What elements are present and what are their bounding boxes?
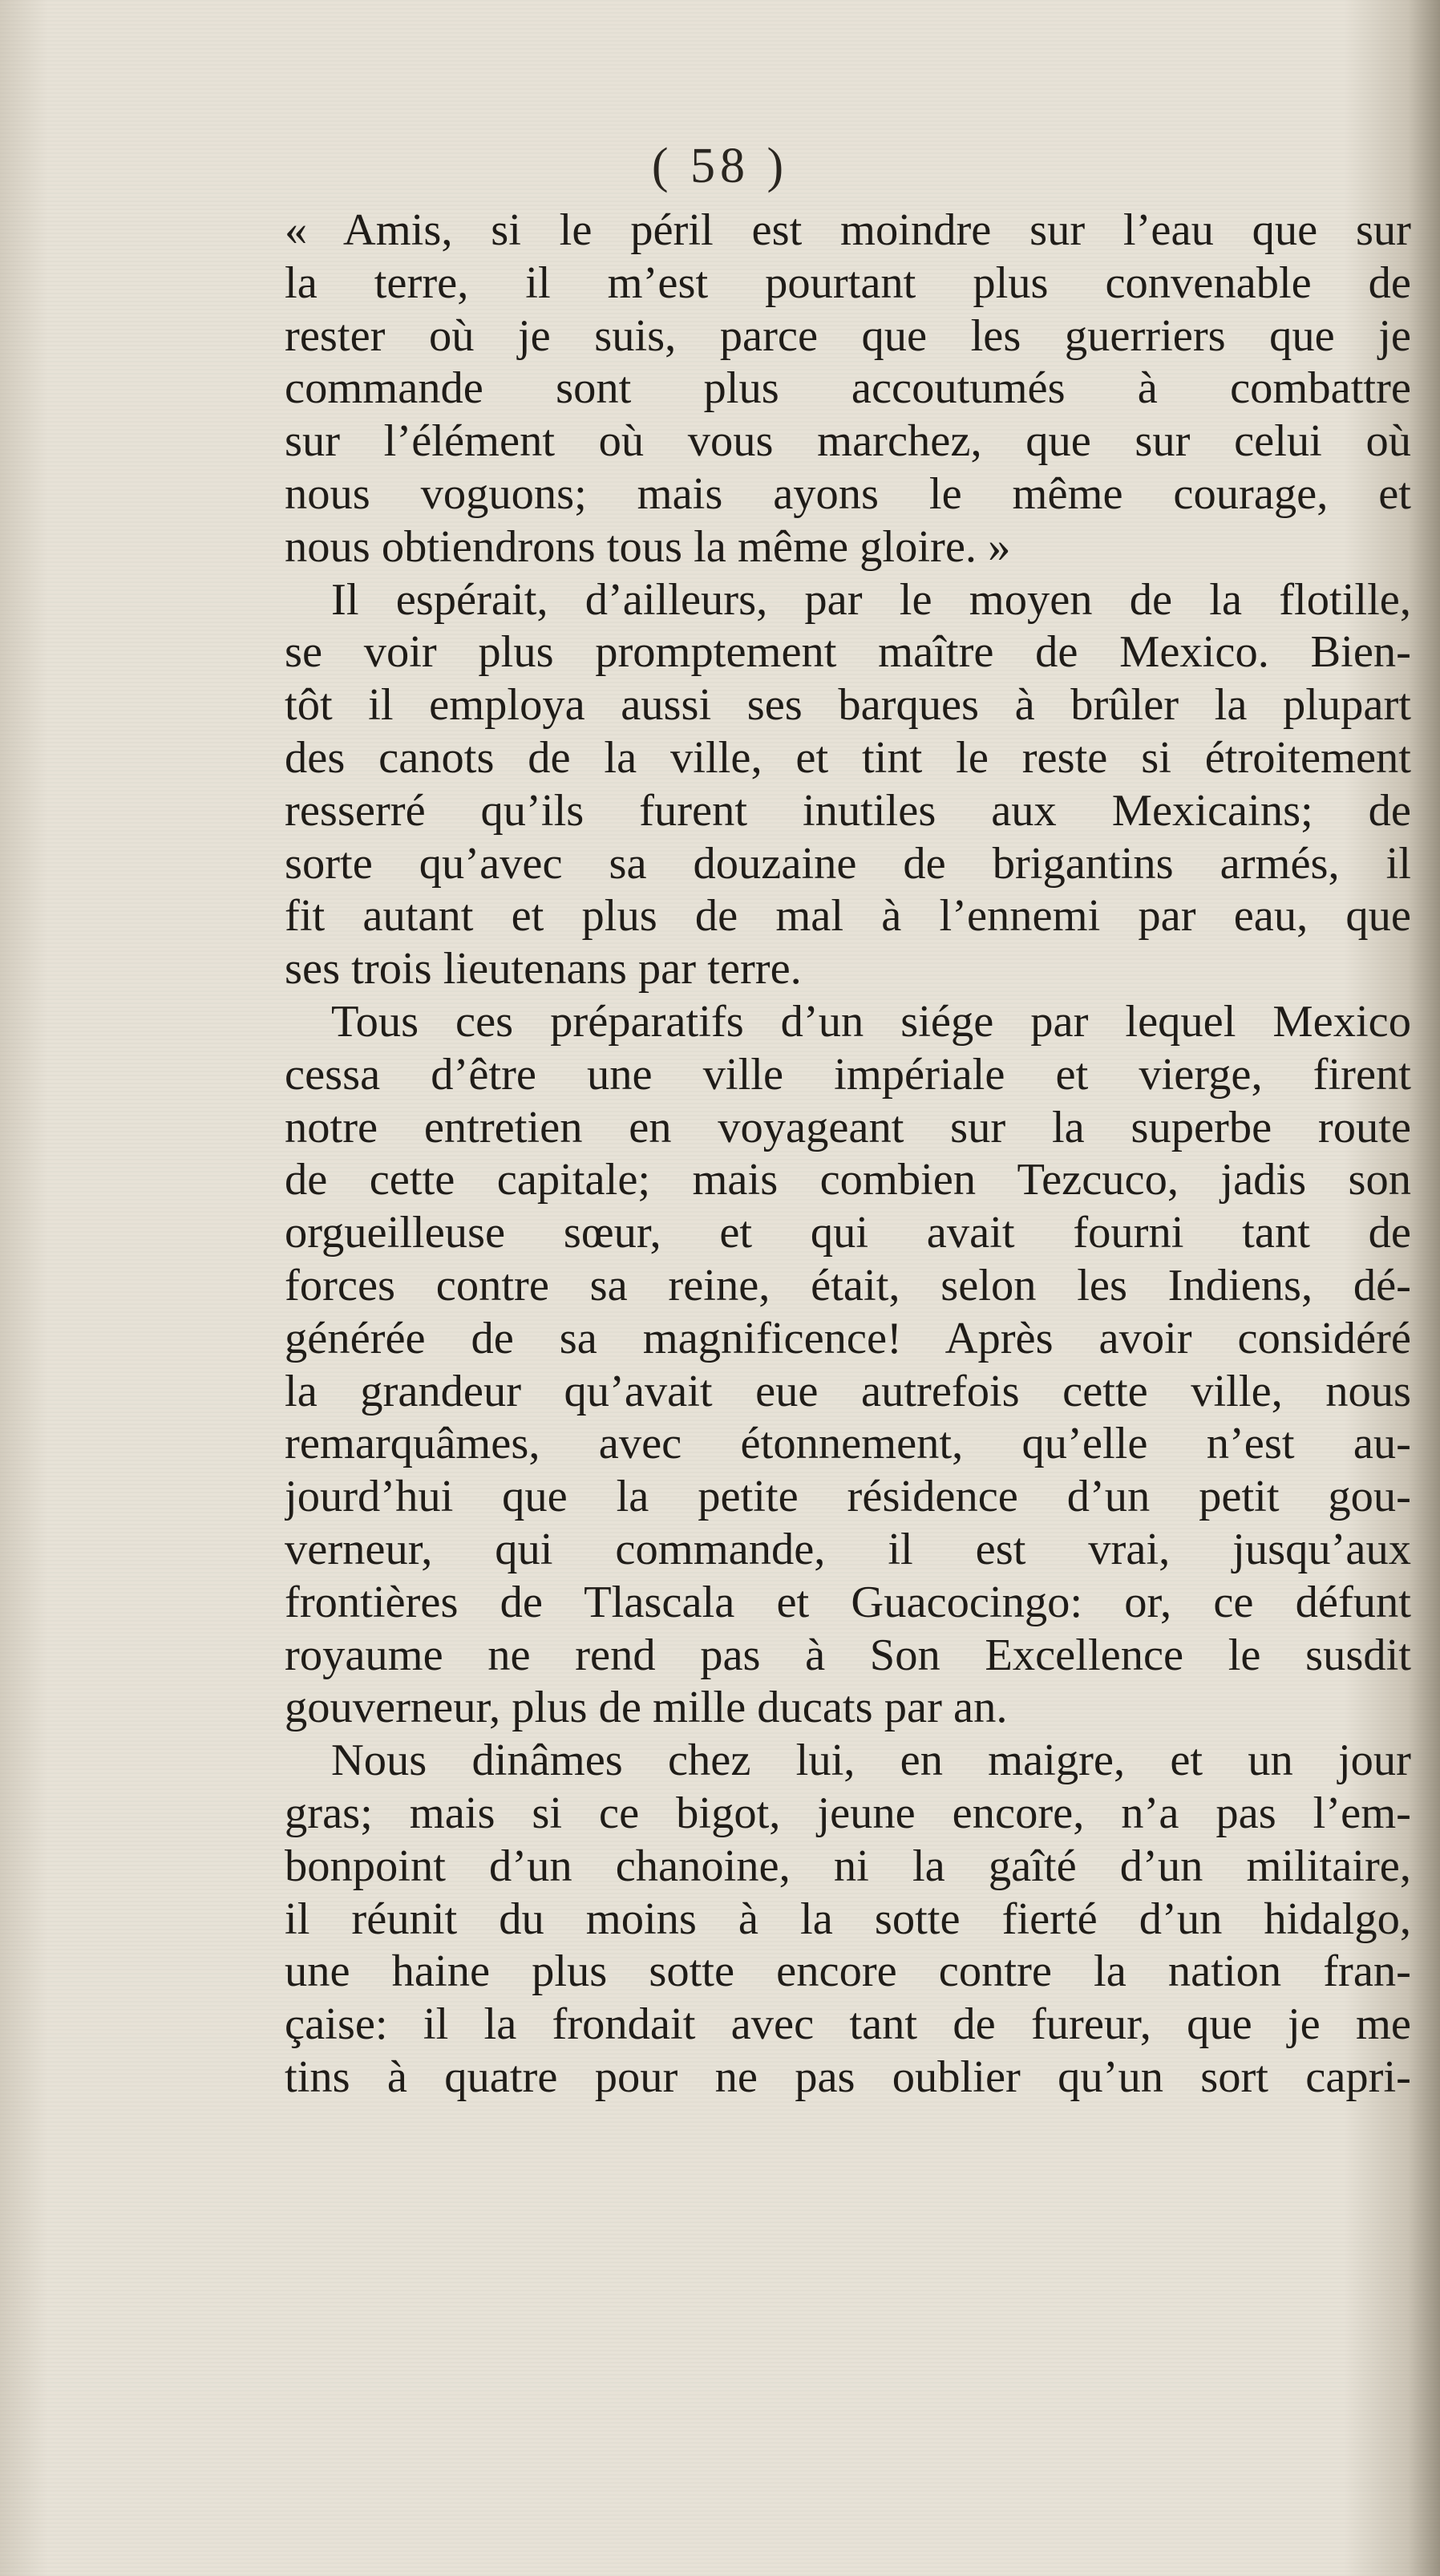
- text-line: royaume ne rend pas à Son Excellence le susdit: [285, 1630, 1411, 1680]
- text-line: rester où je suis, parce que les guerriers que je: [285, 310, 1411, 361]
- text-line: Il espérait, d’ailleurs, par le moyen de la flotille,: [331, 574, 1411, 625]
- text-line: tins à quatre pour ne pas oublier qu’un sort capri-: [285, 2051, 1411, 2102]
- body-text: [285, 205, 1411, 2104]
- text-line: la grandeur qu’avait eue autrefois cette ville, nous: [285, 1366, 1411, 1416]
- text-line: fit autant et plus de mal à l’ennemi par eau, que: [285, 891, 1411, 942]
- text-line: il réunit du moins à la sotte fierté d’un hidalgo,: [285, 1894, 1411, 1944]
- text-line: sorte qu’avec sa douzaine de brigantins armés, il: [285, 838, 1411, 889]
- text-line: orgueilleuse sœur, et qui avait fourni tant de: [285, 1208, 1411, 1258]
- text-line: une haine plus sotte encore contre la nation fran-: [285, 1946, 1411, 1997]
- text-line: cessa d’être une ville impériale et vierge, firent: [285, 1049, 1411, 1100]
- text-line: Nous dinâmes chez lui, en maigre, et un jour: [331, 1736, 1411, 1786]
- text-line: commande sont plus accoutumés à combattre: [285, 363, 1411, 414]
- text-line: notre entretien en voyageant sur la superbe route: [285, 1102, 1411, 1152]
- text-line: gouverneur, plus de mille ducats par an.: [285, 1683, 1008, 1733]
- text-line: sur l’élément où vous marchez, que sur celui où: [285, 416, 1411, 467]
- text-line: tôt il employa aussi ses barques à brûler la plupart: [285, 680, 1411, 731]
- text-line: générée de sa magnificence! Après avoir considéré: [285, 1313, 1411, 1363]
- text-line: jourd’hui que la petite résidence d’un petit gou-: [285, 1472, 1411, 1522]
- text-line: se voir plus promptement maître de Mexico. Bien-: [285, 627, 1411, 678]
- text-line: remarquâmes, avec étonnement, qu’elle n’est au-: [285, 1419, 1411, 1469]
- text-line: verneur, qui commande, il est vrai, jusqu’aux: [285, 1524, 1411, 1574]
- text-line: des canots de la ville, et tint le reste si étroitement: [285, 732, 1411, 783]
- text-line: Tous ces préparatifs d’un siége par lequel Mexico: [331, 996, 1411, 1047]
- text-line: gras; mais si ce bigot, jeune encore, n’a pas l’em-: [285, 1788, 1411, 1838]
- page-number: ( 58 ): [651, 139, 789, 193]
- text-line: forces contre sa reine, était, selon les Indiens, dé-: [285, 1260, 1411, 1310]
- text-line: de cette capitale; mais combien Tezcuco, jadis son: [285, 1155, 1411, 1205]
- text-line: ses trois lieutenans par terre.: [285, 944, 802, 994]
- text-line: çaise: il la frondait avec tant de fureur, que je me: [285, 1999, 1411, 2050]
- text-line: frontières de Tlascala et Guacocingo: or, ce défunt: [285, 1577, 1411, 1627]
- text-line: « Amis, si le péril est moindre sur l’eau que sur: [285, 205, 1411, 255]
- text-line: resserré qu’ils furent inutiles aux Mexicains; de: [285, 785, 1411, 836]
- text-line: nous obtiendrons tous la même gloire. »: [285, 521, 1011, 572]
- text-line: bonpoint d’un chanoine, ni la gaîté d’un militaire,: [285, 1841, 1411, 1891]
- text-line: la terre, il m’est pourtant plus convenable de: [285, 257, 1411, 308]
- text-line: nous voguons; mais ayons le même courage, et: [285, 468, 1411, 519]
